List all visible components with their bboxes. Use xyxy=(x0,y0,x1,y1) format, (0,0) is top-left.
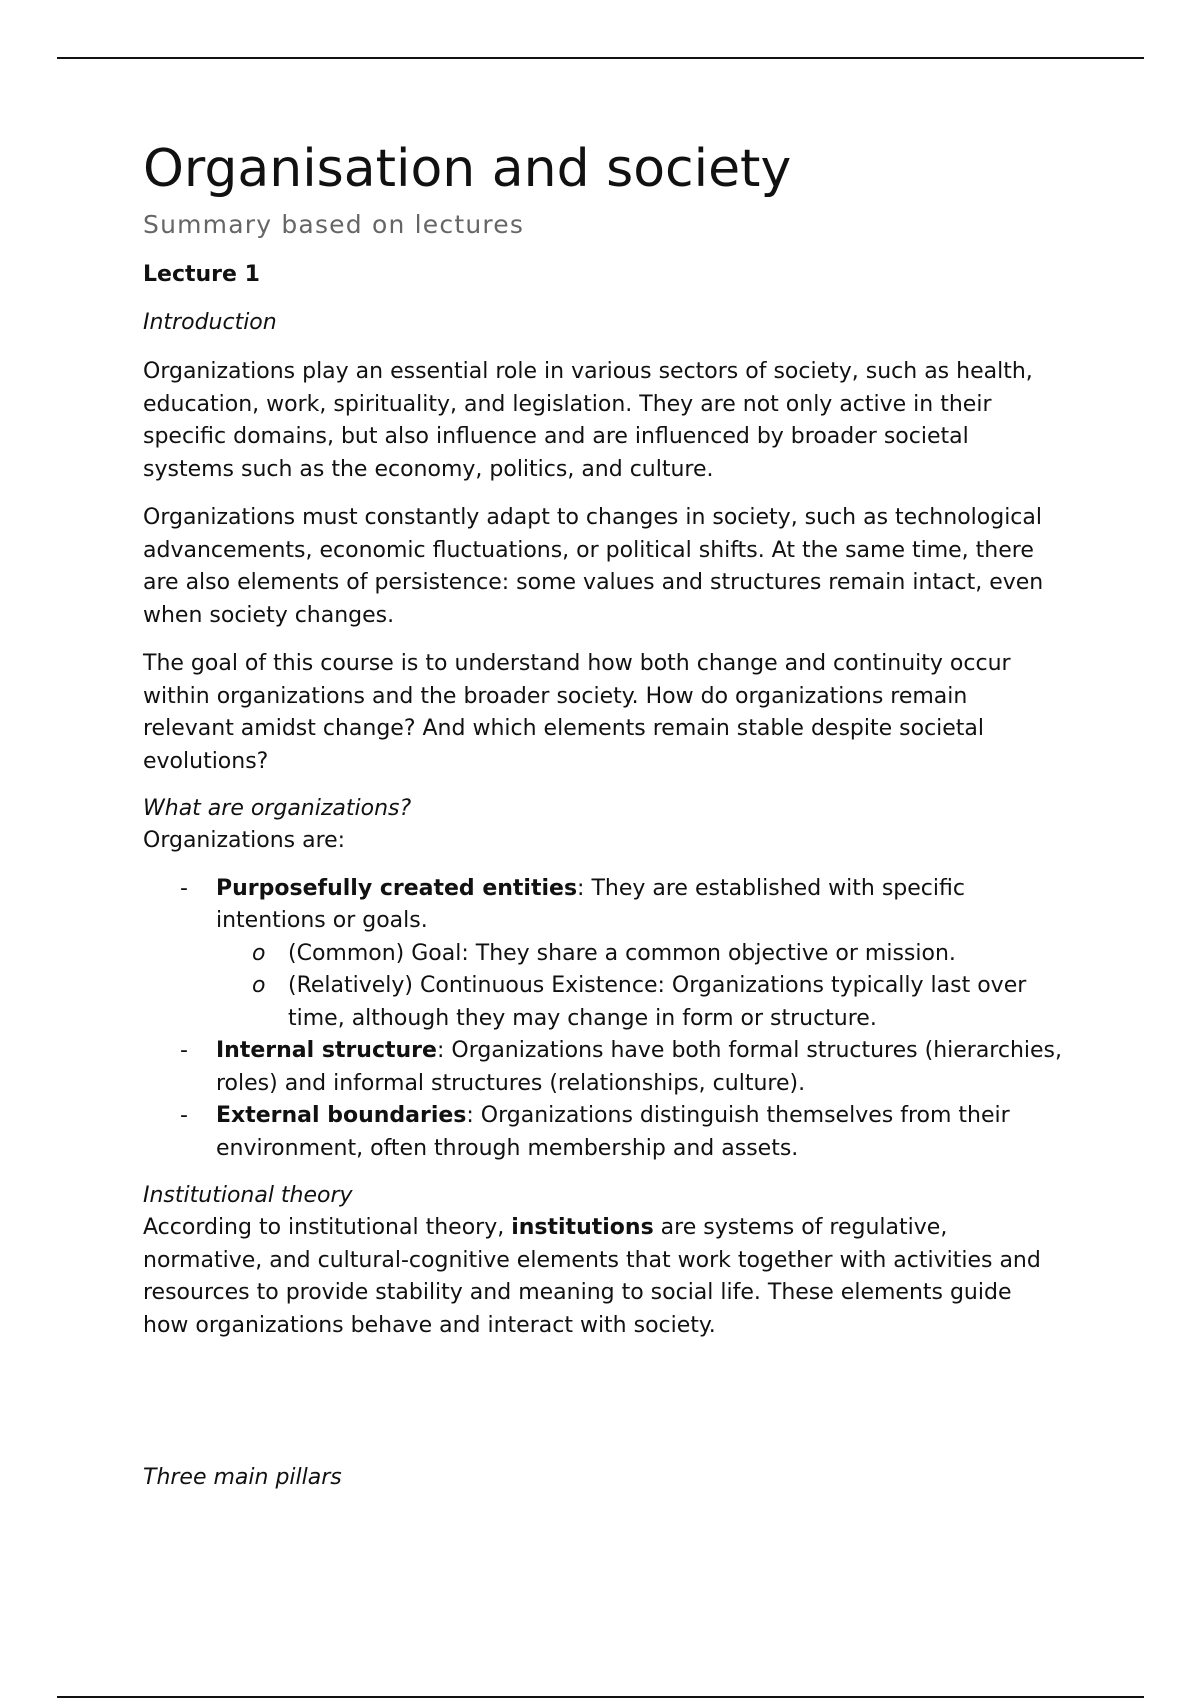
organization-characteristics-list xyxy=(143,873,1063,1166)
introduction-paragraph-3: The goal of this course is to understand how both change and continuity occur within organizations and the broader society. How do organizations remain relevant amidst change? And which elements remain stable despite societal evolutions? xyxy=(143,651,1011,774)
document-title: Organisation and society xyxy=(143,139,792,199)
dash-bullet: - xyxy=(180,1038,188,1063)
list-item-term: Internal structure xyxy=(216,1038,437,1063)
introduction-paragraph-2: Organizations must constantly adapt to changes in society, such as technological advancements, economic fluctuations, or political shifts. At the same time, there are also elements of persistence: some values and structures remain intact, even when society changes. xyxy=(143,505,1044,628)
list-item-term: Purposefully created entities xyxy=(216,875,578,901)
list-item xyxy=(143,873,1063,1036)
dash-bullet: - xyxy=(180,875,188,901)
document-page xyxy=(143,138,1063,1494)
list-item xyxy=(143,1035,1063,1100)
list-item-text: : Organizations distinguish themselves from their environment, often through membership and assets. xyxy=(216,1103,1010,1161)
paragraph-text: According to institutional theory, xyxy=(143,1215,512,1240)
list-item xyxy=(143,1100,1063,1165)
institutional-theory-paragraph xyxy=(143,1212,1063,1342)
list-item-text: : They are established with specific intentions or goals. xyxy=(216,875,965,933)
document-subtitle: Summary based on lectures xyxy=(143,210,525,239)
lecture-heading: Lecture 1 xyxy=(143,262,260,287)
dash-bullet: - xyxy=(180,1103,188,1128)
top-rule xyxy=(57,57,1144,59)
introduction-paragraph-1: Organizations play an essential role in various sectors of society, such as health, education, work, spirituality, and legislation. They are not only active in their specific domains, but also influence and are influenced by broader societal systems such as the economy, politics, and culture. xyxy=(143,359,1033,482)
sublist-item-text: (Common) Goal: They share a common objective or mission. xyxy=(288,940,956,966)
goal-sublist xyxy=(216,938,1063,1036)
sublist-item-text: (Relatively) Continuous Existence: Organizations typically last over time, although they may change in form or structure. xyxy=(288,973,1027,1031)
introduction-heading: Introduction xyxy=(143,310,277,335)
list-item-term: External boundaries xyxy=(216,1103,467,1128)
institutions-term: institutions xyxy=(511,1215,654,1240)
circle-bullet: o xyxy=(252,973,266,998)
list-item-text: : Organizations have both formal structures (hierarchies, roles) and informal structures (relationships, culture). xyxy=(216,1038,1063,1096)
circle-bullet: o xyxy=(252,940,266,966)
bottom-rule xyxy=(57,1696,1144,1698)
sublist-item xyxy=(216,970,1063,1035)
paragraph-text: are systems of regulative, normative, and cultural-cognitive elements that work together with activities and resources to provide stability and meaning to social life. These elements guide how organizations behave and interact with society. xyxy=(143,1215,1041,1338)
institutional-theory-heading: Institutional theory xyxy=(143,1183,353,1208)
sublist-item xyxy=(216,938,1063,971)
organizations-intro: Organizations are: xyxy=(143,828,346,853)
what-are-organizations-heading: What are organizations? xyxy=(143,796,412,821)
three-main-pillars-heading: Three main pillars xyxy=(143,1465,342,1490)
